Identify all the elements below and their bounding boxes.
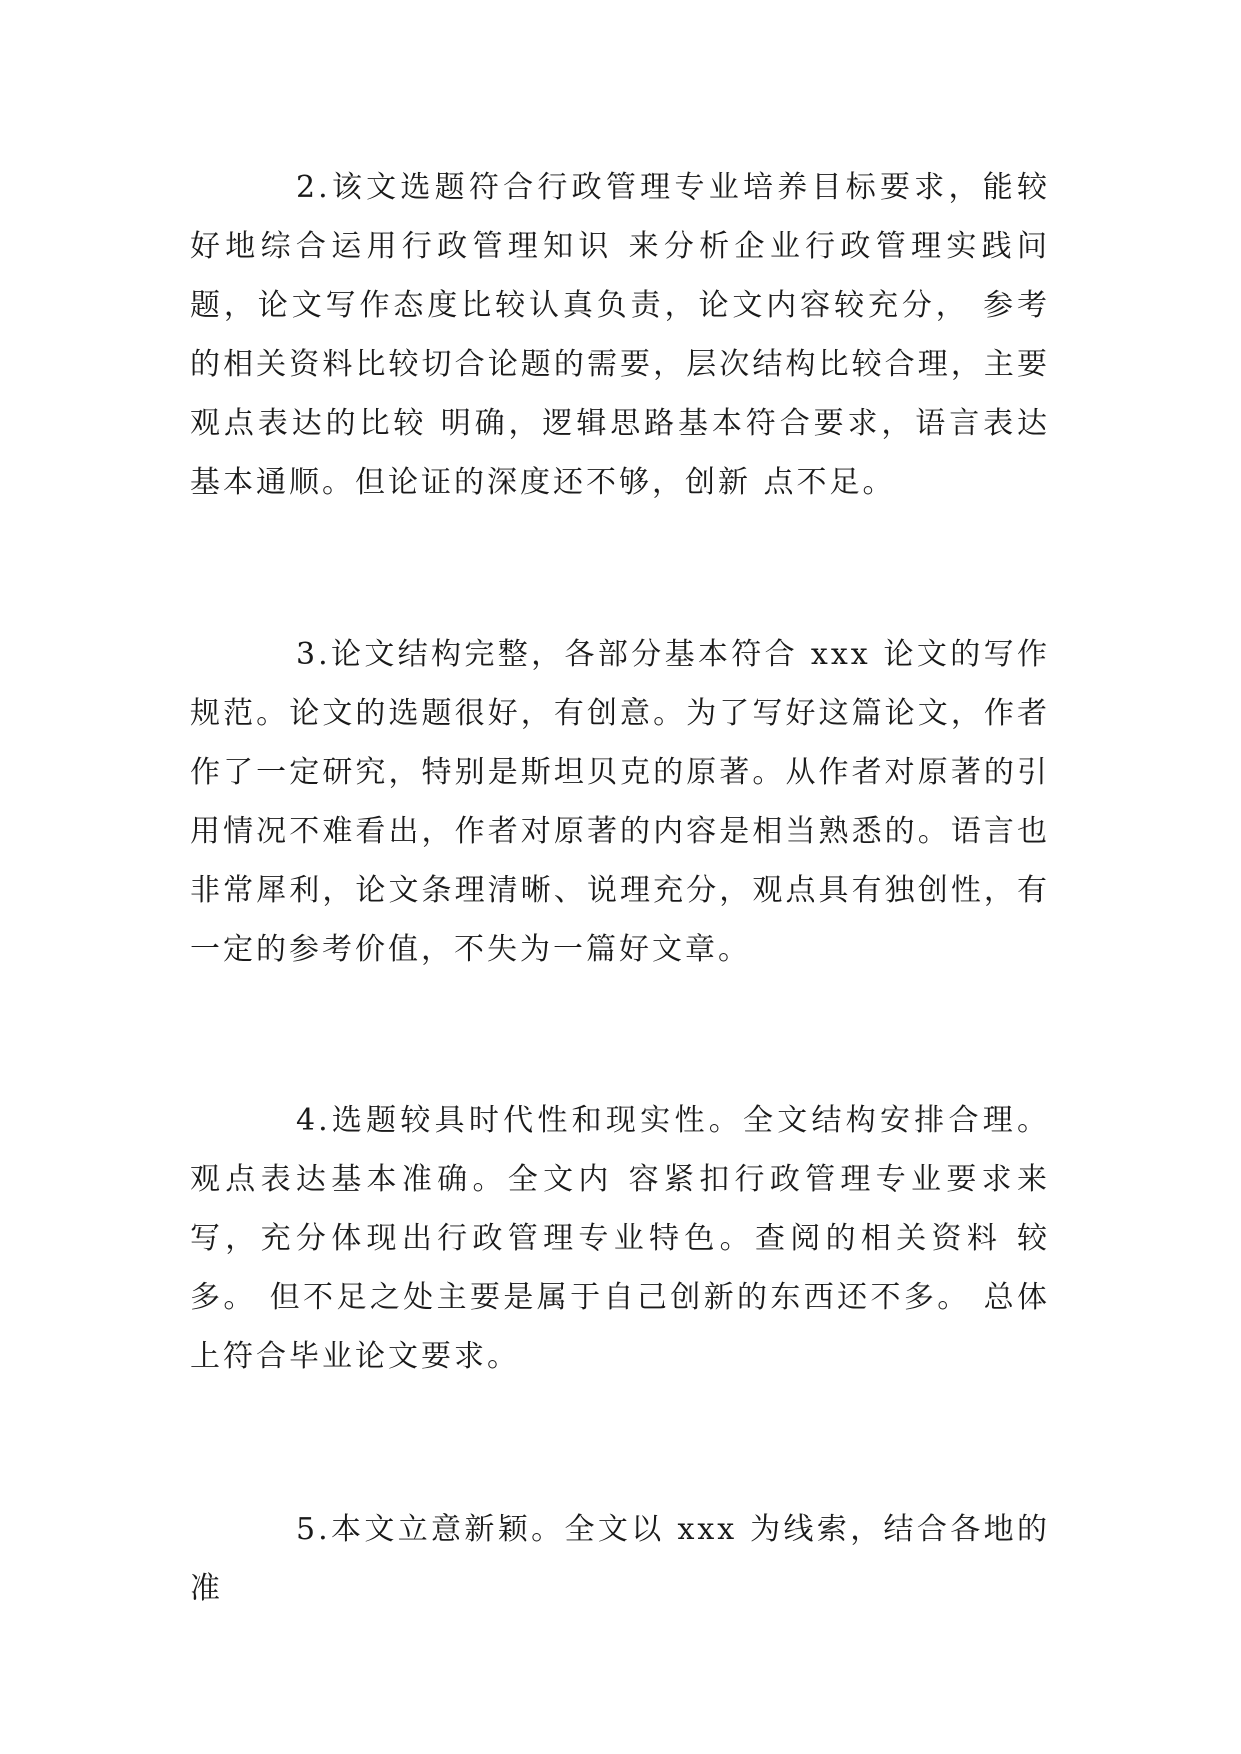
paragraph-2: 2.该文选题符合行政管理专业培养目标要求，能较好地综合运用行政管理知识 来分析企业行政管理实践问题，论文写作态度比较认真负责，论文内容较充分， 参考的相关资料比较切合论题的需要，层次结构比较合理，主要观点表达的比较 明确，逻辑思路基本符合要求，语言表达基本通顺。但论证的深度还不够，创新 点不足。 (190, 170, 1050, 500)
paragraph-4: 4.选题较具时代性和现实性。全文结构安排合理。观点表达基本准确。全文内 容紧扣行政管理专业要求来写，充分体现出行政管理专业特色。查阅的相关资料 较多。 但不足之处主要是属于自己创新的东西还不多。 总体上符合毕业论文要求。 (190, 1103, 1050, 1374)
paragraph-5: 5.本文立意新颖。全文以 xxx 为线索，结合各地的准 (190, 1512, 1050, 1606)
paragraph-3: 3.论文结构完整，各部分基本符合 xxx 论文的写作规范。论文的选题很好，有创意。为了写好这篇论文，作者作了一定研究，特别是斯坦贝克的原著。从作者对原著的引用情况不难看出，作者对原著的内容是相当熟悉的。语言也非常犀利，论文条理清晰、说理充分，观点具有独创性，有一定的参考价值，不失为一篇好文章。 (190, 637, 1050, 967)
